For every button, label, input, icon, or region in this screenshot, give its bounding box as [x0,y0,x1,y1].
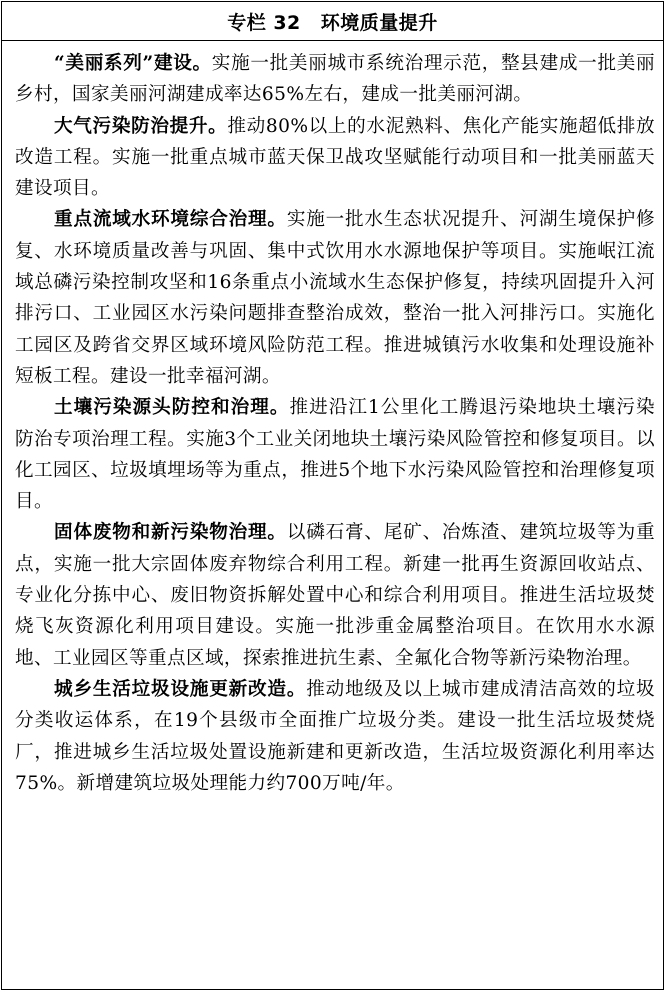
paragraph-heading: 大气污染防治提升。 [54,115,228,137]
paragraph-body: 推动80%以上的水泥熟料、焦化产能实施超低排放改造工程。实施一批重点城市蓝天保卫战攻坚赋能行动项目和一批美丽蓝天建设项目。 [15,115,655,200]
paragraph-heading: 城乡生活垃圾设施更新改造。 [54,678,307,700]
paragraph-solid-waste [15,517,655,673]
box-content [2,41,663,799]
column-box [1,1,664,990]
paragraph-garbage-facilities [15,674,655,799]
paragraph-water-environment [15,204,655,392]
box-title-text: 环境质量提升 [320,11,438,34]
paragraph-body: 推进沿江1公里化工腾退污染地块土壤污染防治专项治理工程。实施3个工业关闭地块土壤污染风险管控和修复项目。以化工园区、垃圾填埋场等为重点，推进5个地下水污染风险管控和治理修复项目。 [15,397,655,513]
paragraph-heading: “美丽系列”建设。 [54,53,212,74]
paragraph-body: 推动地级及以上城市建成清洁高效的垃圾分类收运体系，在19个县级市全面推广垃圾分类。建设一批生活垃圾焚烧厂，推进城乡生活垃圾处置设施新建和更新改造，生活垃圾资源化利用率达75%。新增建筑垃圾处理能力约700万吨/年。 [15,678,656,794]
paragraph-heading: 固体废物和新污染物治理。 [54,522,287,544]
paragraph-heading: 土壤污染源头防控和治理。 [54,397,290,419]
paragraph-air-pollution [15,111,655,205]
paragraph-soil-pollution [15,392,655,517]
paragraph-body: 以磷石膏、尾矿、冶炼渣、建筑垃圾等为重点，实施一批大宗固体废弃物综合利用工程。新建一批再生资源回收站点、专业化分拣中心、废旧物资拆解处置中心和综合利用项目。推进生活垃圾焚烧飞灰资源化利用项目建设。实施一批涉重金属整治项目。在饮用水水源地、工业园区等重点区域，探索推进抗生素、全氟化合物等新污染物治理。 [15,522,655,669]
box-title-number: 专栏 32 [227,11,301,34]
paragraph-body: 实施一批水生态状况提升、河湖生境保护修复、水环境质量改善与巩固、集中式饮用水水源地保护等项目。实施岷江流域总磷污染控制攻坚和16条重点小流域水生态保护修复，持续巩固提升入河排污口、工业园区水污染问题排查整治成效，整治一批入河排污口。实施化工园区及跨省交界区域环境风险防范工程。推进城镇污水收集和处理设施补短板工程。建设一批幸福河湖。 [15,209,655,387]
paragraph-body: 实施一批美丽城市系统治理示范，整县建成一批美丽乡村，国家美丽河湖建成率达65%左右，建成一批美丽河湖。 [15,53,655,106]
paragraph-heading: 重点流域水环境综合治理。 [54,209,287,231]
paragraph-beautiful-series [15,48,655,111]
box-title [2,2,663,41]
